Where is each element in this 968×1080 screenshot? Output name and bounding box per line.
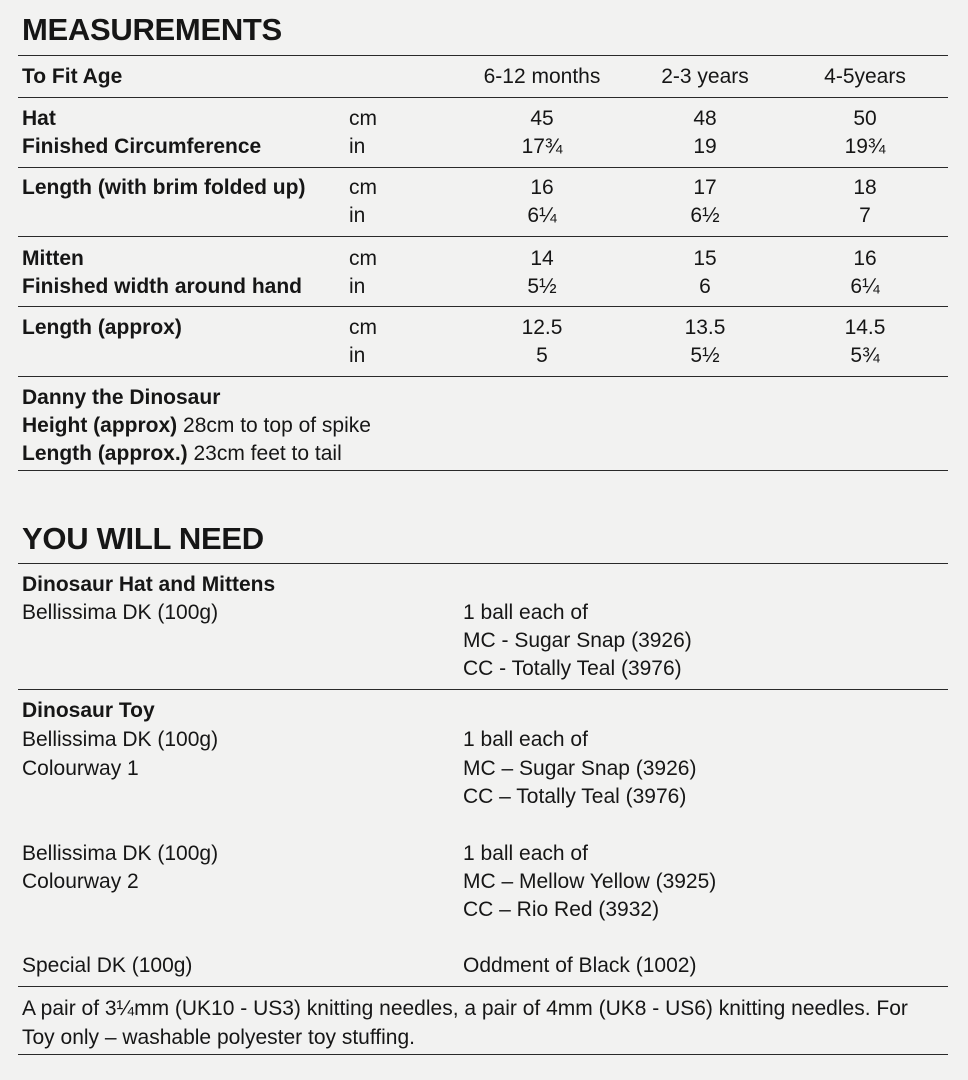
divider: [18, 470, 948, 471]
toy-colourway2-detail: CC – Rio Red (3932): [463, 898, 660, 921]
size-header-3: 4-5years: [824, 65, 906, 88]
toy-colourway2-yarn: Bellissima DK (100g): [22, 842, 219, 865]
row-value-size-3: 6¼: [850, 275, 880, 298]
row-value-size-2: 19: [693, 135, 717, 158]
row-value-size-2: 48: [693, 107, 717, 130]
row-value-size-1: 12.5: [521, 316, 563, 339]
size-header-label: To Fit Age: [22, 65, 123, 88]
toy-special-yarn: Special DK (100g): [22, 954, 193, 977]
row-value-size-1: 14: [530, 247, 554, 270]
row-label: Finished Circumference: [22, 135, 262, 158]
toy-colourway1-detail: CC – Totally Teal (3976): [463, 785, 687, 808]
row-value-size-1: 17¾: [521, 135, 563, 158]
toy-colourway1-yarn: Bellissima DK (100g): [22, 728, 219, 751]
dinosaur-height-label: Height (approx): [22, 414, 178, 437]
dinosaur-name: [22, 384, 220, 412]
dinosaur-height-value: 28cm to top of spike: [183, 414, 371, 437]
hat-mittens-detail: 1 ball each of: [463, 601, 588, 624]
divider: [18, 689, 948, 690]
row-unit: in: [349, 275, 366, 298]
row-value-size-3: 5¾: [850, 344, 880, 367]
dinosaur-length-label: Length (approx.): [22, 442, 188, 465]
row-value-size-2: 17: [693, 176, 717, 199]
toy-colourway1-detail: 1 ball each of: [463, 728, 588, 751]
toy-colourway2-detail: MC – Mellow Yellow (3925): [463, 870, 717, 893]
dinosaur-name-text: Danny the Dinosaur: [22, 386, 221, 409]
divider: [18, 55, 948, 56]
hat-mittens-detail: MC - Sugar Snap (3926): [463, 629, 692, 652]
size-header-2: 2-3 years: [661, 65, 749, 88]
measurements-title: MEASUREMENTS: [22, 12, 282, 47]
dinosaur-length-value: 23cm feet to tail: [193, 442, 342, 465]
dinosaur-length: [22, 440, 342, 468]
toy-colourway2-name: Colourway 2: [22, 870, 139, 893]
toy-heading: Dinosaur Toy: [22, 699, 155, 722]
row-unit: cm: [349, 247, 377, 270]
row-unit: cm: [349, 176, 377, 199]
row-value-size-2: 6½: [690, 204, 720, 227]
dinosaur-height: [22, 412, 371, 440]
row-label: Hat: [22, 107, 56, 130]
row-value-size-1: 5: [536, 344, 548, 367]
row-unit: cm: [349, 107, 377, 130]
row-value-size-3: 19¾: [844, 135, 886, 158]
row-value-size-2: 5½: [690, 344, 720, 367]
you-will-need-title: YOU WILL NEED: [22, 521, 264, 556]
row-value-size-3: 18: [853, 176, 877, 199]
row-value-size-2: 13.5: [684, 316, 726, 339]
divider: [18, 376, 948, 377]
row-value-size-3: 7: [859, 204, 871, 227]
row-value-size-1: 5½: [527, 275, 557, 298]
divider: [18, 563, 948, 564]
hat-mittens-heading: Dinosaur Hat and Mittens: [22, 573, 276, 596]
row-label: Length (approx): [22, 316, 182, 339]
divider: [18, 236, 948, 237]
row-value-size-2: 15: [693, 247, 717, 270]
row-value-size-3: 50: [853, 107, 877, 130]
row-unit: in: [349, 344, 366, 367]
divider: [18, 986, 948, 987]
row-value-size-1: 6¼: [527, 204, 557, 227]
row-unit: in: [349, 135, 366, 158]
row-value-size-3: 16: [853, 247, 877, 270]
needles-text: A pair of 3¼mm (UK10 - US3) knitting needles, a pair of 4mm (UK8 - US6) knitting needles. For Toy only – washable polyester toy stuffing.: [22, 997, 908, 1049]
row-label: Finished width around hand: [22, 275, 302, 298]
toy-special-detail: Oddment of Black (1002): [463, 954, 697, 977]
row-unit: cm: [349, 316, 377, 339]
hat-mittens-detail: CC - Totally Teal (3976): [463, 657, 682, 680]
row-value-size-1: 45: [530, 107, 554, 130]
row-value-size-1: 16: [530, 176, 554, 199]
row-value-size-3: 14.5: [844, 316, 886, 339]
row-label: Mitten: [22, 247, 84, 270]
toy-colourway1-name: Colourway 1: [22, 757, 139, 780]
divider: [18, 167, 948, 168]
row-value-size-2: 6: [699, 275, 711, 298]
divider: [18, 97, 948, 98]
divider: [18, 1054, 948, 1055]
row-unit: in: [349, 204, 366, 227]
toy-colourway2-detail: 1 ball each of: [463, 842, 588, 865]
row-label: Length (with brim folded up): [22, 176, 306, 199]
hat-mittens-yarn: Bellissima DK (100g): [22, 601, 219, 624]
toy-colourway1-detail: MC – Sugar Snap (3926): [463, 757, 697, 780]
divider: [18, 306, 948, 307]
size-header-1: 6-12 months: [483, 65, 601, 88]
